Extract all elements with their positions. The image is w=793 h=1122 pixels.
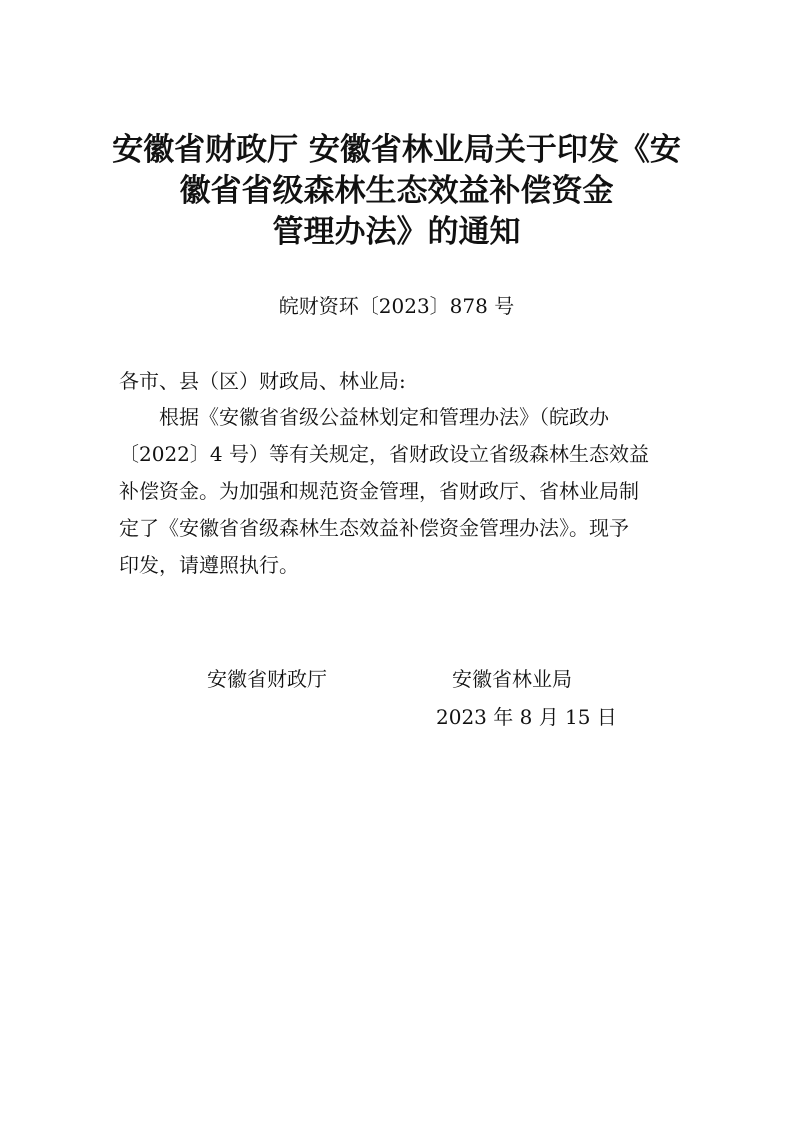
body-paragraph-line: 补偿资金。为加强和规范资金管理，省财政厅、省林业局制: [119, 479, 639, 503]
title-line: 管理办法》的通知: [272, 214, 521, 250]
document-number: 皖财资环〔2023〕878 号: [278, 294, 515, 318]
body-paragraph-line: 〔2022〕4 号）等有关规定，省财政设立省级森林生态效益: [119, 442, 649, 466]
body-paragraph-line: 印发，请遵照执行。: [119, 553, 299, 577]
body-paragraph-line: 定了《安徽省省级森林生态效益补偿资金管理办法》。现予: [119, 516, 629, 540]
title-line: 安徽省财政厅 安徽省林业局关于印发《安: [112, 132, 681, 168]
salutation: 各市、县（区）财政局、林业局:: [119, 369, 406, 393]
title-line: 徽省省级森林生态效益补偿资金: [179, 173, 614, 209]
body-paragraph-line: 根据《安徽省省级公益林划定和管理办法》（皖政办: [159, 405, 609, 429]
signature-finance-department: 安徽省财政厅: [207, 667, 327, 691]
document-title: [96, 130, 697, 253]
signature-forestry-bureau: 安徽省林业局: [452, 667, 572, 691]
signature-date: 2023 年 8 月 15 日: [436, 705, 617, 729]
